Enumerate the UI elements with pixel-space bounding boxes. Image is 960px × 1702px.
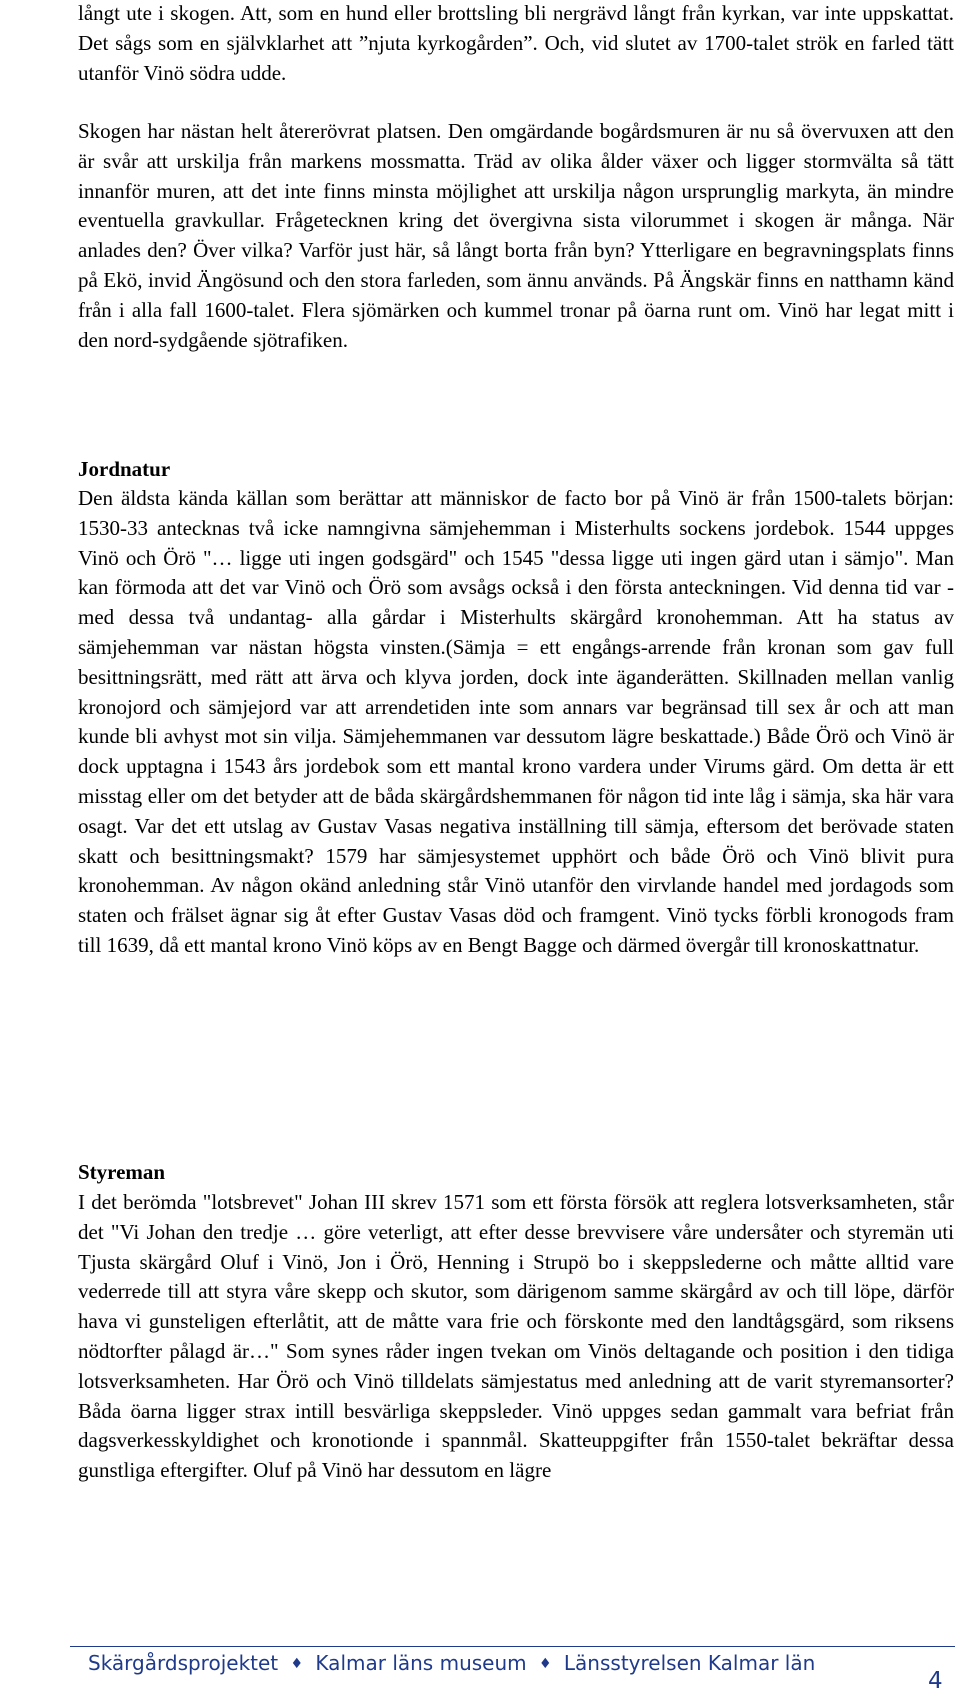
paragraph-jordnatur: Den äldsta kända källan som berättar att människor de facto bor på Vinö är från 1500-talets början: 1530-33 antecknas två icke namngivna sämjehemman i Misterhults sockens jordebok. 1544 uppges Vinö och Örö "… ligge uti ingen godsgärd" och 1545 "dessa ligge uti ingen gärd utan i sämjo". Man kan förmoda att det var Vinö och Örö som avsågs också i den första anteckningen. Vid denna tid var -med dessa två undantag- alla gårdar i Misterhults skärgård kronohemman. Att ha status av sämjehemman var nästan högsta vinsten.(Sämja = ett engångs-arrende från kronan som gav full besittningsrätt, med rätt att ärva och klyva jorden, dock inte äganderätten. Skillnaden mellan vanlig kronojord och sämjejord var att arrendetiden inte som annars var begränsad till sex år och att man kunde bli avhyst mot sin vilja. Sämjehemmanen var dessutom lägre beskattade.) Både Örö och Vinö är dock upptagna i 1543 års jordebok som ett mantal krono vardera under Virums gärd. Om detta är ett misstag eller om det betyder att de båda skärgårdshemmanen för någon tid inte låg i sämja, ska här vara osagt. Var det ett utslag av Gustav Vasas negativa inställning till sämja, eftersom det berövade staten skatt och besittningsmakt? 1579 har sämjesystemet upphört och både Örö och Vinö blivit pura kronohemman. Av någon okänd anledning står Vinö utanför den virvlande handel med jordagods som staten och frälset ägnar sig åt efter Gustav Vasas död och framgent. Vinö tycks förbli kronogods fram till 1639, då ett mantal krono Vinö köps av en Bengt Bagge och därmed övergår till kronoskattnatur. xyxy=(78,486,954,957)
heading-styreman: Styreman xyxy=(78,1160,166,1184)
footer-museum: Kalmar läns museum xyxy=(315,1651,527,1675)
diamond-icon: ♦ xyxy=(290,1656,304,1672)
paragraph-skogen-atererovrat: Skogen har nästan helt återerövrat platsen. Den omgärdande bogårdsmuren är nu så övervuxen att den är svår att urskilja från markens mossmatta. Träd av olika ålder växer och ligger stormvälta så tätt innanför muren, att det inte finns minsta möjlighet att urskilja någon ursprunglig markyta, än mindre eventuella gravkullar. Frågetecknen kring det övergivna sista vilorummet i skogen är många. När anlades den? Över vilka? Varför just här, så långt borta från byn? Ytterligare en begravningsplats finns på Ekö, invid Ängösund och den stora farleden, som ännu används. På Ängskär finns en natthamn känd från i alla fall 1600-talet. Flera sjömärken och kummel tronar på öarna runt om. Vinö har legat mitt i den nord-sydgående sjötrafiken. xyxy=(78,119,954,352)
paragraph-styreman: I det berömda "lotsbrevet" Johan III skrev 1571 som ett första försök att reglera lotsverksamheten, står det "Vi Johan den tredje … göre veterligt, att efter desse brevvisere våre undersåter och styremän uti Tjusta skärgård Oluf i Vinö, Jon i Örö, Henning i Strupö bo i skeppslederne och måtte alltid vare vederrede till att styra våre skepp och skutor, som därigenom samme skärgård av och till löpe, därför hava vi gunsteligen efterlåtit, att de måtte vara frie och förskonte med den landtågsgärd, som riksens nödtorfter pålagd är…" Som synes råder ingen tvekan om Vinös deltagande och position i den tidiga lotsverksamheten. Har Örö och Vinö tilldelats sämjestatus med anledning att de varit styremansorter? Båda öarna ligger strax intill besvärliga skeppsleder. Vinö uppges sedan gammalt vara befriat från dagsverkesskyldighet och kronotionde i spannmål. Skatteuppgifter från 1550-talet bekräftar dessa gunstliga eftergifter. Oluf på Vinö har dessutom en lägre xyxy=(78,1190,954,1483)
footer-project: Skärgårdsprojektet xyxy=(88,1651,279,1675)
footer-lansstyrelsen: Länsstyrelsen Kalmar län xyxy=(563,1651,816,1675)
diamond-icon: ♦ xyxy=(538,1656,552,1672)
paragraph-skogen-intro: långt ute i skogen. Att, som en hund eller brottsling bli nergrävd långt från kyrkan, var inte uppskattat. Det sågs som en självklarhet att ”njuta kyrkogården”. Och, vid slutet av 1700-talet strök en farled tätt utanför Vinö södra udde. xyxy=(78,1,954,85)
page-footer xyxy=(88,1651,815,1675)
heading-jordnatur: Jordnatur xyxy=(78,457,171,481)
page-number: 4 xyxy=(928,1668,943,1694)
footer-divider xyxy=(70,1646,955,1647)
